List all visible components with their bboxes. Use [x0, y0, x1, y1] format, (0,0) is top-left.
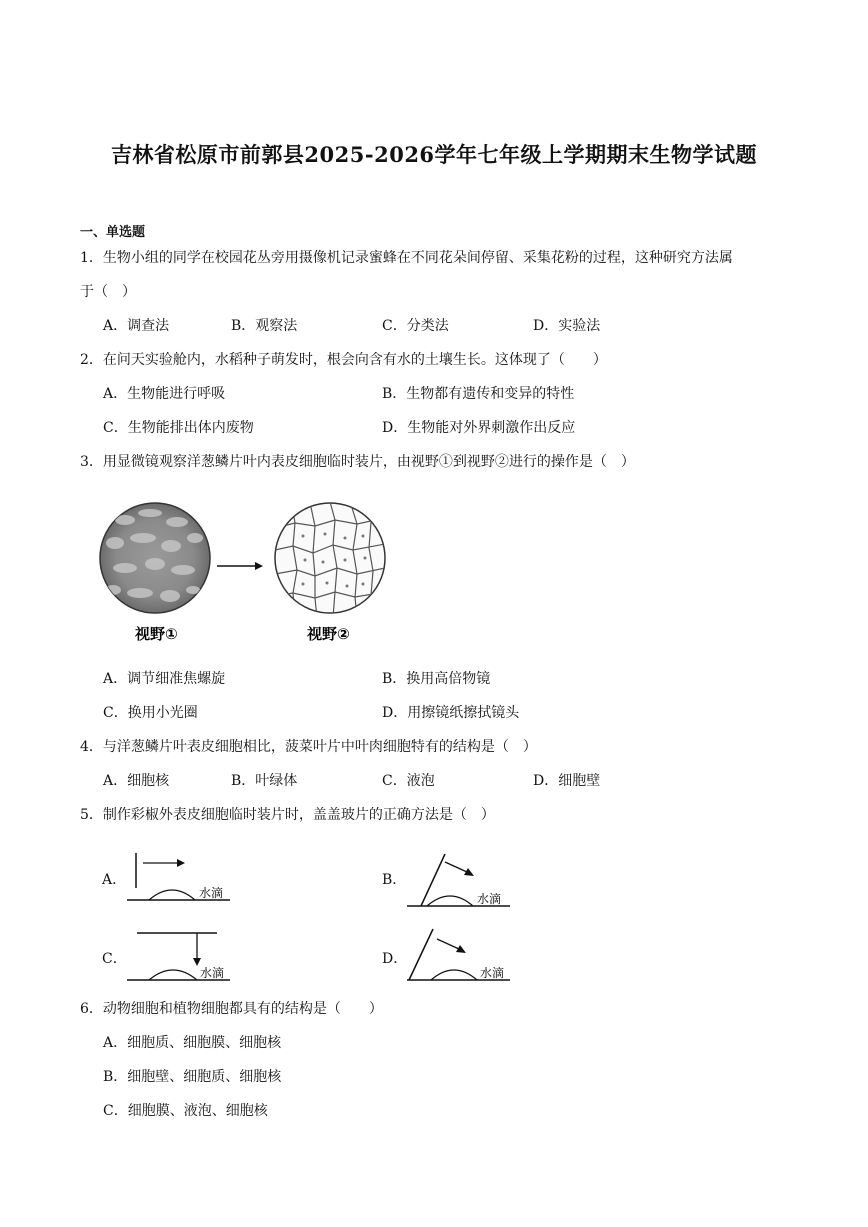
- question-3-stem: 3．用显微镜观察洋葱鳞片叶内表皮细胞临时装片，由视野①到视野②进行的操作是（ ）: [80, 454, 635, 470]
- question-1-stem-line1: 1．生物小组的同学在校园花丛旁用摄像机记录蜜蜂在不同花朵间停留、采集花粉的过程，这种研究方法属: [80, 250, 733, 266]
- question-1-option-a: A．调查法: [103, 318, 170, 334]
- arrow-icon: [217, 562, 263, 570]
- question-5-option-c-letter: C．: [102, 951, 127, 967]
- question-4-option-d: D．细胞壁: [533, 773, 601, 789]
- section-title: 一、单选题: [80, 225, 146, 240]
- question-1-option-b: B．观察法: [231, 318, 298, 334]
- question-6-option-c: C．细胞膜、液泡、细胞核: [103, 1103, 268, 1119]
- question-5-option-c-diagram: [125, 925, 235, 985]
- water-drop-label: 水滴: [480, 966, 505, 980]
- question-4-option-b: B．叶绿体: [231, 773, 298, 789]
- question-2-option-c: C．生物能排出体内废物: [103, 420, 254, 436]
- water-drop-label: 水滴: [477, 892, 502, 906]
- question-2-option-b: B．生物都有遗传和变异的特性: [382, 386, 575, 402]
- question-3-option-d: D．用擦镜纸擦拭镜头: [382, 705, 520, 721]
- question-4-option-a: A．细胞核: [103, 773, 170, 789]
- view-1-blurry-field: [100, 503, 210, 613]
- question-4-stem: 4．与洋葱鳞片叶表皮细胞相比，菠菜叶片中叶肉细胞特有的结构是（ ）: [80, 739, 537, 755]
- question-4-option-c: C．液泡: [382, 773, 435, 789]
- microscope-figure: [95, 498, 395, 648]
- question-5-option-b-letter: B．: [382, 872, 407, 888]
- question-3-option-a: A．调节细准焦螺旋: [103, 671, 226, 687]
- question-5-option-d-letter: D．: [382, 951, 408, 967]
- question-1-option-c: C．分类法: [382, 318, 449, 334]
- question-2-stem: 2．在问天实验舱内，水稻种子萌发时，根会向含有水的土壤生长。这体现了（ ）: [80, 352, 607, 368]
- question-2-option-a: A．生物能进行呼吸: [103, 386, 226, 402]
- question-1-option-d: D．实验法: [533, 318, 601, 334]
- question-5-option-b-diagram: [405, 850, 515, 910]
- question-5-option-a-diagram: [125, 850, 235, 905]
- question-5-stem: 5．制作彩椒外表皮细胞临时装片时，盖盖玻片的正确方法是（ ）: [80, 807, 495, 823]
- view-2-clear-cells: [275, 498, 385, 618]
- question-6-option-a: A．细胞质、细胞膜、细胞核: [103, 1035, 282, 1051]
- water-drop-label: 水滴: [199, 886, 224, 900]
- view-2-label: 视野②: [307, 625, 350, 643]
- question-2-option-d: D．生物能对外界刺激作出反应: [382, 420, 576, 436]
- page-title: 吉林省松原市前郭县2025-2026学年七年级上学期期末生物学试题: [110, 142, 758, 167]
- water-drop-label: 水滴: [200, 966, 225, 980]
- question-5-option-d-diagram: [405, 925, 515, 985]
- question-6-option-b: B．细胞壁、细胞质、细胞核: [103, 1069, 282, 1085]
- question-3-option-c: C．换用小光圈: [103, 705, 198, 721]
- question-6-stem: 6．动物细胞和植物细胞都具有的结构是（ ）: [80, 1001, 383, 1017]
- question-5-option-a-letter: A．: [102, 872, 127, 888]
- question-1-stem-line2: 于（ ）: [80, 284, 136, 300]
- question-3-option-b: B．换用高倍物镜: [382, 671, 491, 687]
- view-1-label: 视野①: [135, 625, 178, 643]
